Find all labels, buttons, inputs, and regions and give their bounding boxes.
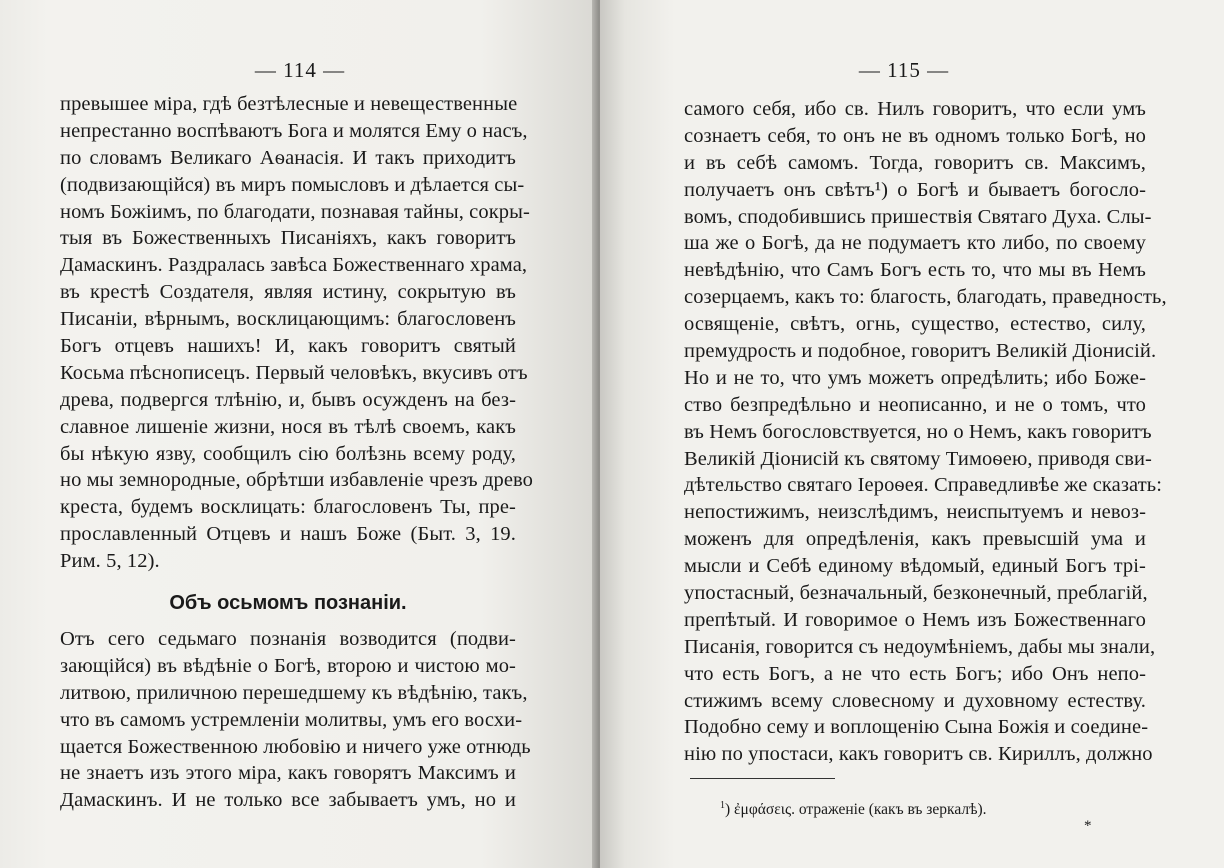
text-line: непрестанно воспѣваютъ Бога и молятся Ему о насъ,: [60, 119, 528, 142]
text-line: литвою, приличною перешедшему къ вѣдѣнію, такъ,: [60, 681, 528, 704]
text-line: тыя въ Божественныхъ Писаніяхъ, какъ говоритъ: [60, 227, 516, 250]
text-line: Писаніи, вѣрнымъ, восклицающимъ: благословенъ: [60, 308, 516, 331]
text-line: премудрость и подобное, говоритъ Великій Діонисій.: [684, 340, 1157, 363]
text-line: но мы земнородные, обрѣтши избавленіе чрезъ древо: [60, 469, 534, 492]
text-line: стижимъ всему словесному и духовному естеству.: [684, 689, 1146, 712]
text-line: въ Немъ богословствуется, но о Немъ, какъ говоритъ: [684, 420, 1152, 443]
text-line: въ крестѣ Создателя, являя истину, сокрытую въ: [60, 281, 516, 304]
page-number: — 115 —: [858, 58, 950, 82]
text-line: и въ себѣ самомъ. Тогда, говоритъ св. Максимъ,: [684, 151, 1146, 174]
text-line: славное лишеніе жизни, нося въ тѣлѣ своемъ, какъ: [60, 415, 516, 438]
text-line: Богъ отцевъ нашихъ! И, какъ говоритъ святый: [60, 335, 516, 358]
text-line: созерцаемъ, какъ то: благость, благодать, праведность,: [684, 286, 1167, 309]
signature-mark: *: [1084, 818, 1092, 834]
page-number: — 114 —: [254, 58, 346, 82]
text-line: невѣдѣнію, что Самъ Богъ есть то, что мы въ Немъ: [684, 259, 1146, 282]
text-line: не знаетъ изъ этого міра, какъ говорятъ Максимъ и: [60, 762, 516, 785]
text-line: щается Божественною любовію и ничего уже отнюдь: [60, 735, 531, 758]
text-line: ство безпредѣльно и неописанно, и не о томъ, что: [684, 393, 1146, 416]
text-line: Великій Діонисій къ святому Тимоѳею, приводя сви-: [684, 447, 1152, 470]
left-page: [0, 0, 600, 868]
text-line: номъ Божіимъ, по благодати, познавая тайны, сокры-: [60, 200, 530, 223]
text-line: моженъ для опредѣленія, какъ превысшій ума и: [684, 528, 1146, 551]
text-line: превышеe міра, гдѣ безтѣлесные и невещественные: [60, 93, 518, 115]
text-line: сознаетъ себя, то онъ не въ одномъ только Богѣ, но: [684, 124, 1146, 147]
text-line: непостижимъ, неизслѣдимъ, неиспытуемъ и невоз-: [684, 501, 1146, 524]
text-line: креста, будемъ восклицать: благословенъ Ты, пре-: [60, 496, 516, 519]
text-line: Но и не то, что умъ можетъ опредѣлить; ибо Боже-: [684, 366, 1146, 389]
footnote-rule: [690, 778, 835, 779]
text-line: упостасный, безначальный, безконечный, преблагій,: [684, 582, 1148, 605]
text-line: Писанія, говорится съ недоумѣніемъ, дабы мы знали,: [684, 635, 1156, 658]
text-line: по словамъ Великаго Аѳанасія. И такъ приходитъ: [60, 146, 516, 169]
paragraph: [684, 96, 1167, 768]
text-line: Подобно сему и воплощенію Сына Божія и соедине-: [684, 716, 1149, 739]
footnote-marker: 1: [720, 800, 725, 811]
text-line: бы нѣкую язву, сообщилъ сію болѣзнь всему роду,: [60, 442, 516, 465]
text-line: Дамаскинъ. И не только все забываетъ умъ, но и: [60, 789, 516, 812]
text-line: что въ самомъ устремленіи молитвы, умъ его восхи-: [60, 708, 523, 731]
text-line: прославленный Отцевъ и нашъ Боже (Быт. 3, 19.: [60, 523, 516, 546]
text-line: мысли и Себѣ единому вѣдомый, единый Богъ трі-: [684, 555, 1146, 578]
footnote: [720, 800, 987, 819]
section-heading: Объ осьмомъ познаніи.: [169, 592, 407, 614]
text-line: (подвизающійся) въ миръ помысловъ и дѣлается сы-: [60, 173, 525, 196]
text-line: нію по упостаси, какъ говоритъ св. Кириллъ, должно: [684, 743, 1153, 766]
text-line: Косьма пѣснописецъ. Первый человѣкъ, вкусивъ отъ: [60, 361, 528, 384]
text-line: Рим. 5, 12).: [60, 550, 160, 573]
text-line: Отъ сего седьмаго познанія возводится (подви-: [60, 628, 516, 650]
paragraph: [60, 91, 534, 575]
text-line: зающійся) въ вѣдѣніе о Богѣ, второю и чистою мо-: [60, 654, 516, 677]
paragraph: [60, 626, 531, 814]
text-line: самого себя, ибо св. Нилъ говоритъ, что если умъ: [684, 98, 1146, 120]
text-line: Дамаскинъ. Раздралась завѣса Божественнаго храма,: [60, 254, 528, 277]
text-line: препѣтый. И говоримое о Немъ изъ Божественнаго: [684, 608, 1146, 631]
text-line: ша же о Богѣ, да не подумаетъ кто либо, по своему: [684, 232, 1146, 255]
text-line: получаетъ онъ свѣтъ¹) о Богѣ и бываетъ богосло-: [684, 178, 1146, 201]
text-line: вомъ, сподобившись пришествія Святаго Духа. Слы-: [684, 205, 1152, 228]
footnote-text: ) ἐμφάσεις. отраженіе (какъ въ зеркалѣ).: [725, 801, 987, 819]
text-line: древа, подвергся тлѣнію, и, бывъ осужденъ на без-: [60, 388, 516, 411]
right-page: [600, 0, 1224, 868]
text-line: дѣтельство святаго Іероѳея. Справедливѣе же сказать:: [684, 474, 1163, 497]
text-line: освященіе, свѣтъ, огнь, существо, естество, силу,: [684, 313, 1146, 336]
text-line: что есть Богъ, а не что есть Богъ; ибо Онъ непо-: [684, 662, 1146, 685]
